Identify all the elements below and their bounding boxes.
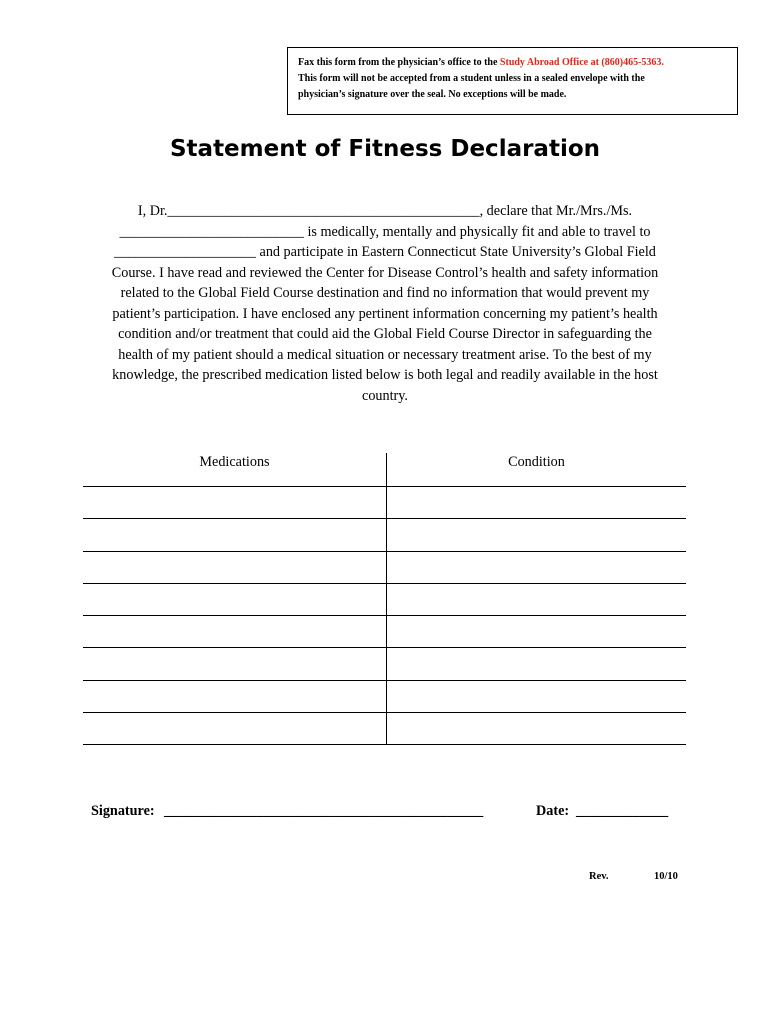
condition-cell[interactable]: [387, 519, 687, 551]
declaration-line: ____________________ and participate in Eastern Connecticut State University’s Global Field: [114, 244, 656, 260]
condition-cell[interactable]: [387, 648, 687, 680]
declaration-line: condition and/or treatment that could aid the Global Field Course Director in safeguarding the: [118, 326, 652, 342]
revision-date: 10/10: [654, 871, 678, 882]
medication-cell[interactable]: [83, 583, 387, 615]
declaration-line: I, Dr.____________________________________________, declare that Mr./Mrs./Ms.: [137, 203, 633, 219]
table-row: [83, 519, 686, 551]
medication-cell[interactable]: [83, 487, 387, 519]
date-line[interactable]: _____________: [576, 803, 669, 819]
table-row: [83, 713, 686, 745]
table-row: [83, 648, 686, 680]
table-row: [83, 680, 686, 712]
signature-label: Signature:: [91, 803, 155, 819]
table-row: [83, 551, 686, 583]
table-row: [83, 487, 686, 519]
medication-cell[interactable]: [83, 616, 387, 648]
notice-line-3: physician’s signature over the seal. No exceptions will be made.: [298, 89, 567, 100]
condition-cell[interactable]: [387, 551, 687, 583]
notice-line-1: [298, 55, 727, 71]
condition-cell[interactable]: [387, 583, 687, 615]
declaration-line: related to the Global Field Course destination and find no information that would prevent my: [120, 285, 650, 301]
medication-cell[interactable]: [83, 713, 387, 745]
table-header-row: [83, 453, 686, 487]
medication-cell[interactable]: [83, 680, 387, 712]
page-title: Statement of Fitness Declaration: [169, 136, 601, 162]
declaration-line: country.: [362, 387, 408, 404]
revision-label: Rev.: [589, 871, 609, 882]
declaration-text: [85, 201, 685, 406]
declaration-line: patient’s participation. I have enclosed any pertinent information concerning my patient’s health: [112, 305, 658, 322]
condition-cell[interactable]: [387, 680, 687, 712]
medications-table: [83, 453, 686, 745]
declaration-line: health of my patient should a medical situation or necessary treatment arise. To the best of my: [118, 346, 652, 363]
medication-cell[interactable]: [83, 519, 387, 551]
declaration-line: __________________________ is medically, mentally and physically fit and able to travel to: [119, 223, 651, 240]
declaration-line: knowledge, the prescribed medication listed below is both legal and readily available in the host: [112, 367, 658, 383]
medications-header: Medications: [83, 453, 387, 487]
condition-header: Condition: [387, 453, 687, 487]
fax-notice-box: [287, 47, 738, 115]
declaration-line: Course. I have read and reviewed the Center for Disease Control’s health and safety information: [111, 264, 659, 281]
signature-line[interactable]: _____________________________________________: [164, 803, 484, 819]
condition-cell[interactable]: [387, 616, 687, 648]
table-row: [83, 616, 686, 648]
date-label: Date:: [536, 803, 570, 819]
notice-line-2: This form will not be accepted from a student unless in a sealed envelope with the: [298, 73, 645, 84]
notice-line-1-text: Fax this form from the physician’s office to the: [298, 57, 500, 68]
condition-cell[interactable]: [387, 487, 687, 519]
study-abroad-office-contact: Study Abroad Office at (860)465-5363.: [499, 57, 664, 68]
medication-cell[interactable]: [83, 648, 387, 680]
table-row: [83, 583, 686, 615]
condition-cell[interactable]: [387, 713, 687, 745]
medication-cell[interactable]: [83, 551, 387, 583]
